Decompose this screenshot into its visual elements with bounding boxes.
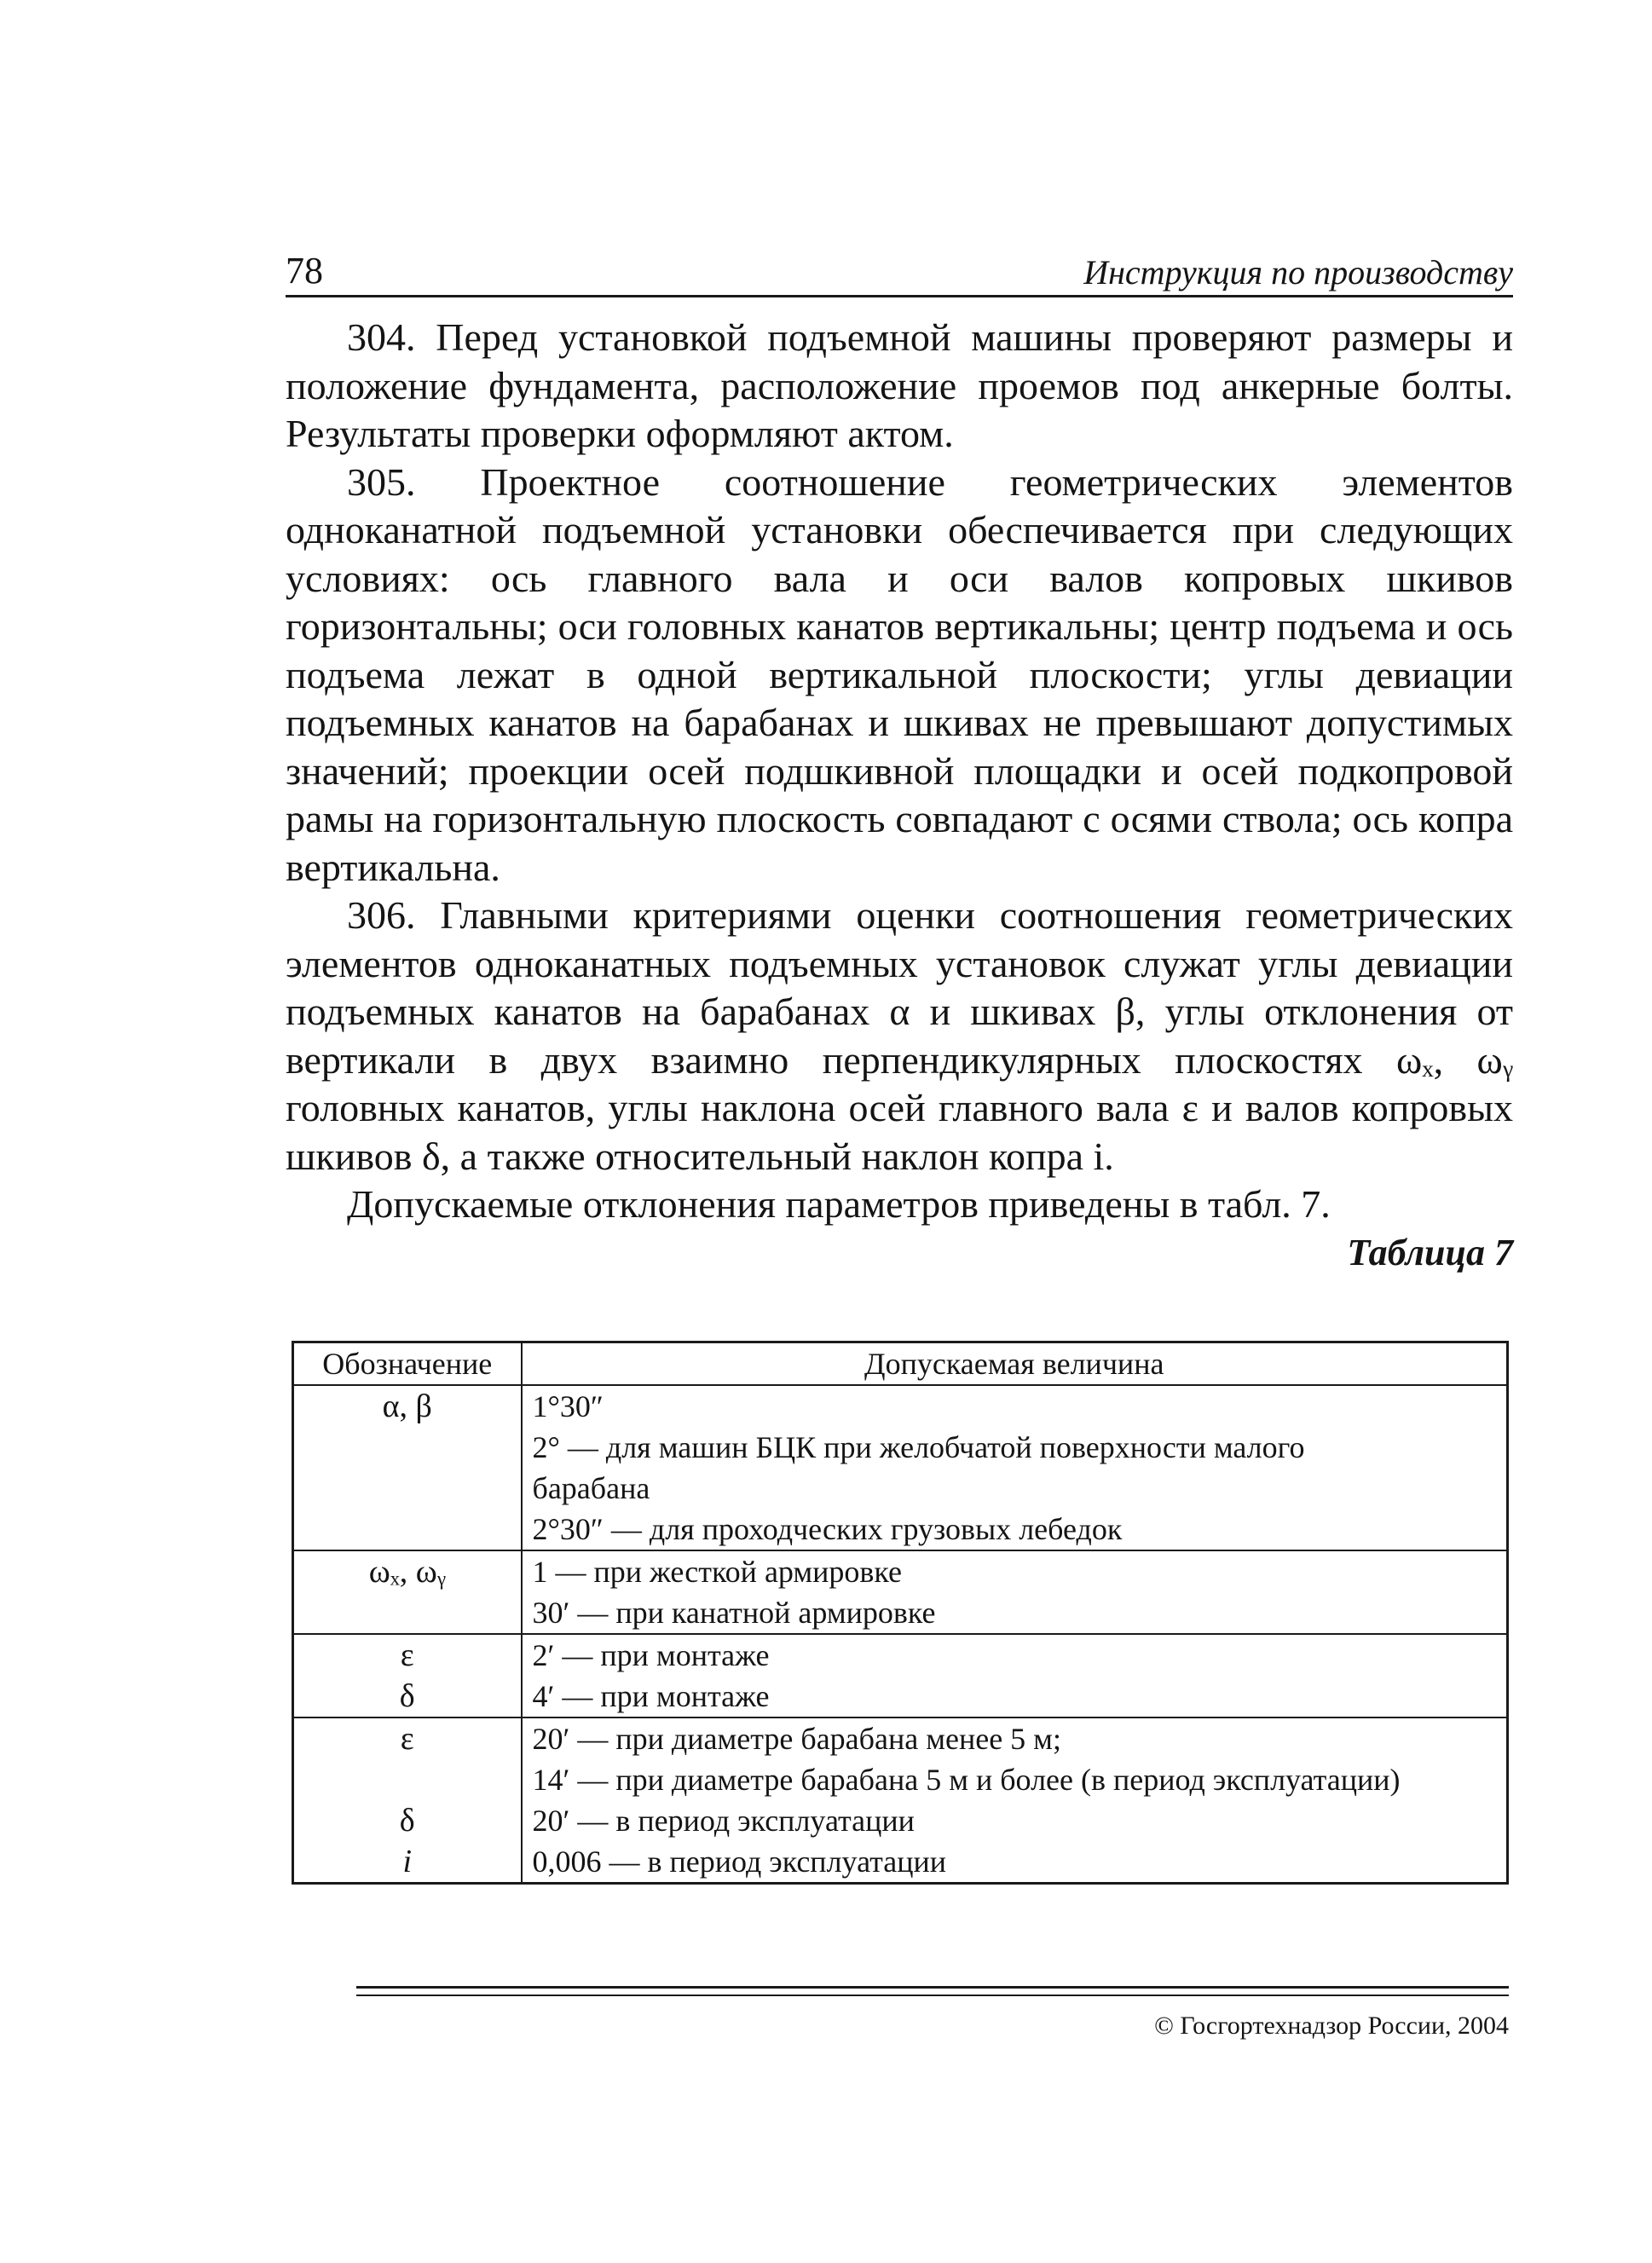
value-line: 2°30″ — для проходческих грузовых лебедок [532, 1512, 1123, 1546]
symbol-cell [293, 1550, 522, 1634]
symbol-line: δ [399, 1803, 415, 1839]
tolerances-table [292, 1341, 1509, 1885]
footer-rule [356, 1986, 1509, 1989]
symbol-cell [293, 1717, 522, 1884]
paragraph-304: 304. Перед установкой подъемной машины проверяют размеры и положение фундамента, расположение проемов под анкерные болты. Результаты проверки оформляют актом. [286, 315, 1513, 455]
symbol-line: ε [400, 1721, 414, 1757]
value-line: 30′ — при канатной армировке [532, 1596, 936, 1630]
body-text [286, 314, 1513, 1275]
table-row [293, 1550, 1508, 1634]
value-line: барабана [532, 1471, 650, 1505]
column-header-value: Допускаемая величина [522, 1342, 1508, 1386]
symbol-line: δ [399, 1678, 415, 1714]
symbol-cell [293, 1634, 522, 1717]
table-caption: Таблица 7 [1347, 1231, 1513, 1273]
footer-rule-secondary [356, 1995, 1509, 1996]
table-row [293, 1717, 1508, 1884]
table-header-row [293, 1342, 1508, 1386]
value-cell [522, 1634, 1508, 1717]
table-row [293, 1634, 1508, 1717]
column-header-symbol: Обозначение [293, 1342, 522, 1386]
symbol-cell [293, 1385, 522, 1550]
footer-copyright: © Госгортехнадзор России, 2004 [1154, 2012, 1509, 2040]
value-line: 14′ — при диаметре барабана 5 м и более (в период эксплуатации) [532, 1763, 1401, 1797]
value-cell [522, 1717, 1508, 1884]
value-cell [522, 1550, 1508, 1634]
page-number: 78 [286, 250, 323, 292]
table-row [293, 1385, 1508, 1550]
paragraph-306: 306. Главными критериями оценки соотношения геометрических элементов одноканатных подъемных установок служат углы девиации подъемных канатов на барабанах α и шкивах β, углы отклонения от вертикали в двух взаимно перпендикулярных плоскостях ωₓ, ωᵧ головных канатов, углы наклона осей главного вала ε и валов копровых шкивов δ, а также относительный наклон копра i. [286, 893, 1513, 1178]
value-cell [522, 1385, 1508, 1550]
value-line: 0,006 — в период эксплуатации [532, 1844, 947, 1879]
value-line: 2′ — при монтаже [532, 1638, 770, 1672]
value-line: 1 — при жесткой армировке [532, 1555, 902, 1589]
symbol-line: ωₓ, ωᵧ [368, 1554, 446, 1590]
symbol-line: α, β [382, 1388, 432, 1424]
value-line: 20′ — при диаметре барабана менее 5 м; [532, 1722, 1061, 1756]
running-header [286, 244, 1513, 297]
paragraph-table-reference: Допускаемые отклонения параметров приведены в табл. 7. [347, 1182, 1331, 1226]
symbol-line: i [402, 1844, 413, 1879]
symbol-line: ε [400, 1637, 414, 1673]
value-line: 1°30″ [532, 1389, 604, 1423]
value-line: 2° — для машин БЦК при желобчатой поверхности малого [532, 1430, 1305, 1464]
running-title: Инструкция по производству [1083, 253, 1513, 292]
symbol-line [304, 1759, 511, 1800]
value-line: 4′ — при монтаже [532, 1679, 770, 1713]
paragraph-305: 305. Проектное соотношение геометрических элементов одноканатной подъемной установки обеспечивается при следующих условиях: ось главного вала и оси валов копровых шкивов горизонтальны; оси головных канатов вертикальны; центр подъема и ось подъема лежат в одной вертикальной плоскости; углы девиации подъемных канатов на барабанах и шкивах не превышают допустимых значений; проекции осей подшкивной площадки и осей подкопровой рамы на горизонтальную плоскость совпадают с осями ствола; ось копра вертикальна. [286, 459, 1513, 889]
value-line: 20′ — в период эксплуатации [532, 1804, 915, 1838]
